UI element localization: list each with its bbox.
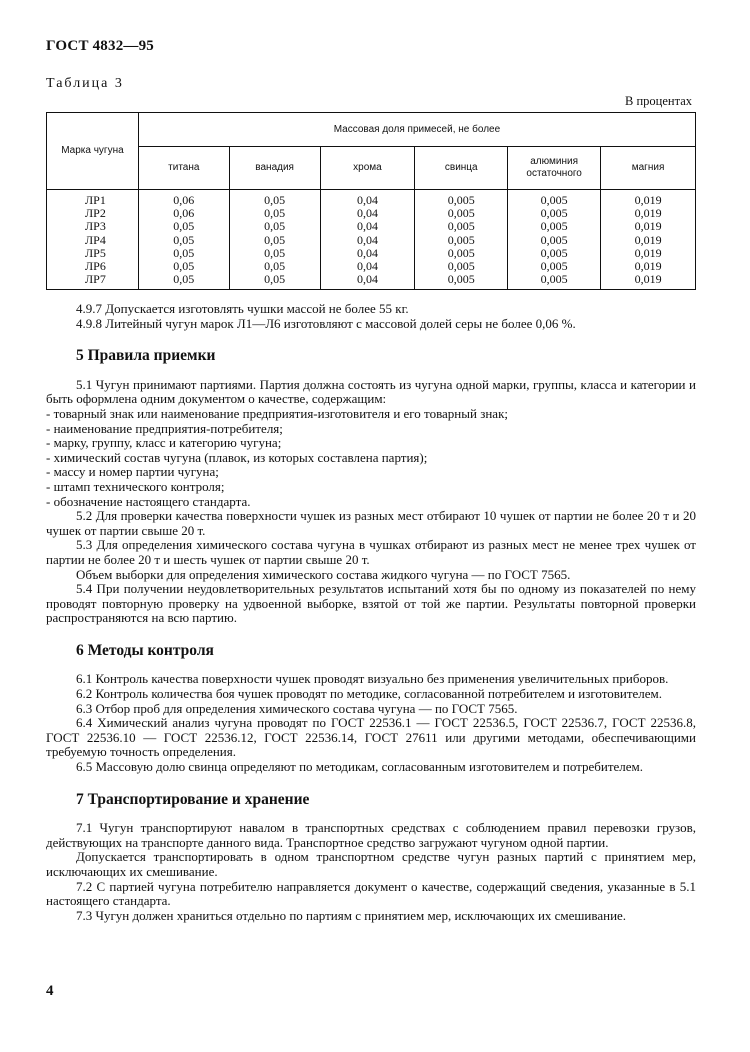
value-cell: 0,04 bbox=[320, 247, 415, 260]
table-row bbox=[47, 234, 696, 247]
paragraph-6-2: 6.2 Контроль количества боя чушек проводят по методике, согласованной потребителем и изготовителем. bbox=[76, 686, 663, 702]
paragraph-7-1: 7.1 Чугун транспортируют навалом в транспортных средствах с соблюдением правил перевозки грузов, действующих на транспорте данного вида. Транспортное средство загружают чугуном одной партии. bbox=[46, 820, 696, 850]
table-row bbox=[47, 190, 696, 208]
value-cell: 0,019 bbox=[601, 260, 696, 273]
grade-cell: ЛР5 bbox=[47, 247, 139, 260]
value-cell: 0,005 bbox=[415, 220, 508, 233]
value-cell: 0,05 bbox=[138, 273, 229, 290]
section-5-heading: 5 Правила приемки bbox=[76, 347, 216, 365]
value-cell: 0,04 bbox=[320, 190, 415, 208]
column-header: свинца bbox=[415, 147, 508, 190]
value-cell: 0,005 bbox=[508, 234, 601, 247]
value-cell: 0,06 bbox=[138, 190, 229, 208]
value-cell: 0,04 bbox=[320, 220, 415, 233]
paragraph-7-3: 7.3 Чугун должен храниться отдельно по партиям с принятием мер, исключающих их смешивание. bbox=[76, 907, 627, 923]
value-cell: 0,005 bbox=[508, 247, 601, 260]
paragraph-4-9-7: 4.9.7 Допускается изготовлять чушки массой не более 55 кг. bbox=[76, 301, 409, 316]
value-cell: 0,005 bbox=[415, 234, 508, 247]
value-cell: 0,005 bbox=[508, 273, 601, 290]
value-cell: 0,005 bbox=[415, 273, 508, 290]
paragraph-7-2: 7.2 С партией чугуна потребителю направляется документ о качестве, содержащий сведения, указанные в 5.1 настоящего стандарта. bbox=[46, 878, 696, 909]
value-cell: 0,005 bbox=[415, 260, 508, 273]
paragraph-5-1: 5.1 Чугун принимают партиями. Партия должна состоять из чугуна одной марки, группы, класса и категории и быть оформлена одним документом о качестве, содержащим: bbox=[46, 376, 696, 407]
value-cell: 0,05 bbox=[229, 190, 320, 208]
list-item: - массу и номер партии чугуна; bbox=[46, 464, 219, 480]
value-cell: 0,04 bbox=[320, 207, 415, 220]
list-item: - наименование предприятия-потребителя; bbox=[46, 420, 283, 436]
standard-designation: ГОСТ 4832—95 bbox=[46, 38, 155, 54]
value-cell: 0,04 bbox=[320, 234, 415, 247]
value-cell: 0,06 bbox=[138, 207, 229, 220]
table-unit: В процентах bbox=[625, 94, 692, 108]
impurities-table bbox=[46, 112, 696, 290]
value-cell: 0,019 bbox=[601, 220, 696, 233]
value-cell: 0,05 bbox=[138, 220, 229, 233]
column-header-mark: Марка чугуна bbox=[47, 113, 139, 190]
value-cell: 0,04 bbox=[320, 260, 415, 273]
paragraph-4-9-8: 4.9.8 Литейный чугун марок Л1—Л6 изготовляют с массовой долей серы не более 0,06 %. bbox=[76, 315, 576, 331]
value-cell: 0,019 bbox=[601, 207, 696, 220]
value-cell: 0,05 bbox=[229, 207, 320, 220]
column-header: титана bbox=[138, 147, 229, 190]
list-item: - химический состав чугуна (плавок, из которых составлена партия); bbox=[46, 449, 428, 465]
paragraph-5-2: 5.2 Для проверки качества поверхности чушек из разных мест отбирают 10 чушек от партии не более 20 т и 20 чушек от партии свыше 20 т. bbox=[46, 508, 696, 538]
grade-cell: ЛР6 bbox=[47, 260, 139, 273]
value-cell: 0,005 bbox=[415, 207, 508, 220]
column-header: ванадия bbox=[229, 147, 320, 190]
value-cell: 0,05 bbox=[138, 260, 229, 273]
paragraph-6-4: 6.4 Химический анализ чугуна проводят по ГОСТ 22536.1 — ГОСТ 22536.5, ГОСТ 22536.7, ГОСТ 22536.8, ГОСТ 22536.10 — ГОСТ 22536.12, ГОСТ 22536.14, ГОСТ 27611 или другими методами, обеспечивающими требуемую точность определения. bbox=[46, 715, 696, 760]
grade-cell: ЛР4 bbox=[47, 234, 139, 247]
value-cell: 0,05 bbox=[229, 220, 320, 233]
value-cell: 0,005 bbox=[415, 247, 508, 260]
section-7-heading: 7 Транспортирование и хранение bbox=[76, 790, 310, 808]
value-cell: 0,019 bbox=[601, 234, 696, 247]
document-body bbox=[46, 302, 696, 923]
table-title: Таблица 3 bbox=[46, 76, 124, 91]
value-cell: 0,019 bbox=[601, 273, 696, 290]
value-cell: 0,05 bbox=[229, 260, 320, 273]
paragraph-6-3: 6.3 Отбор проб для определения химического состава чугуна — по ГОСТ 7565. bbox=[76, 700, 518, 716]
list-item: - товарный знак или наименование предприятия-изготовителя и его товарный знак; bbox=[46, 405, 508, 421]
table-row bbox=[47, 220, 696, 233]
value-cell: 0,005 bbox=[508, 260, 601, 273]
grade-cell: ЛР1 bbox=[47, 190, 139, 208]
paragraph-5-3: 5.3 Для определения химического состава чугуна в чушках отбирают из разных мест не менее трех чушек от партии не более 20 т и шесть чушек от партии свыше 20 т. bbox=[46, 537, 696, 567]
list-item: - штамп технического контроля; bbox=[46, 478, 225, 494]
paragraph-6-5: 6.5 Массовую долю свинца определяют по методикам, согласованным изготовителем и потребителем. bbox=[76, 759, 644, 775]
value-cell: 0,05 bbox=[229, 273, 320, 290]
section-6-heading: 6 Методы контроля bbox=[76, 641, 214, 659]
column-header: алюминия остаточного bbox=[508, 147, 601, 190]
value-cell: 0,019 bbox=[601, 247, 696, 260]
paragraph-7-1-mixed: Допускается транспортировать в одном транспортном средстве чугун разных партий с принятием мер, исключающих их смешивание. bbox=[46, 849, 696, 879]
column-header: магния bbox=[601, 147, 696, 190]
grade-cell: ЛР3 bbox=[47, 220, 139, 233]
value-cell: 0,005 bbox=[508, 190, 601, 208]
paragraph-6-1: 6.1 Контроль качества поверхности чушек проводят визуально без применения увеличительных приборов. bbox=[76, 671, 669, 687]
column-group-header: Массовая доля примесей, не более bbox=[138, 113, 695, 147]
paragraph-5-4: 5.4 При получении неудовлетворительных результатов испытаний хотя бы по одному из показателей по нему проводят повторную проверку на удвоенной выборке, взятой от той же партии. Результаты повторной проверки распространяются на всю партию. bbox=[46, 581, 696, 626]
value-cell: 0,05 bbox=[138, 234, 229, 247]
value-cell: 0,019 bbox=[601, 190, 696, 208]
value-cell: 0,05 bbox=[138, 247, 229, 260]
value-cell: 0,005 bbox=[508, 207, 601, 220]
value-cell: 0,005 bbox=[415, 190, 508, 208]
table-row bbox=[47, 273, 696, 290]
column-header: хрома bbox=[320, 147, 415, 190]
value-cell: 0,05 bbox=[229, 247, 320, 260]
page-number: 4 bbox=[46, 983, 54, 999]
grade-cell: ЛР7 bbox=[47, 273, 139, 290]
list-item: - марку, группу, класс и категорию чугуна; bbox=[46, 435, 282, 451]
paragraph-5-3-sample: Объем выборки для определения химического состава жидкого чугуна — по ГОСТ 7565. bbox=[76, 566, 571, 582]
grade-cell: ЛР2 bbox=[47, 207, 139, 220]
value-cell: 0,005 bbox=[508, 220, 601, 233]
list-item: - обозначение настоящего стандарта. bbox=[46, 493, 251, 509]
value-cell: 0,05 bbox=[229, 234, 320, 247]
value-cell: 0,04 bbox=[320, 273, 415, 290]
